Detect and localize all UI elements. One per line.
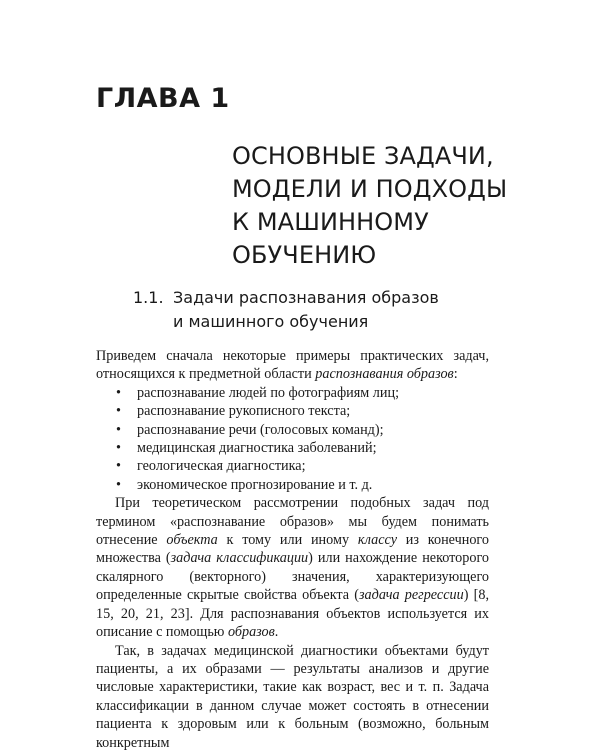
paragraph-text: ) [8, 15, 20, 21, 23]. Для распознавания объектов используется их описание с помощью bbox=[96, 587, 489, 641]
term-regression: задача регрессии bbox=[359, 587, 464, 604]
list-item bbox=[116, 439, 489, 457]
list-item bbox=[116, 476, 489, 494]
list-item bbox=[116, 421, 489, 439]
bullet-icon: • bbox=[116, 458, 121, 475]
section-number: 1.1. bbox=[133, 288, 164, 307]
section-title-line: Задачи распознавания образов bbox=[173, 288, 439, 307]
section-title-line: и машинного обучения bbox=[173, 312, 369, 331]
list-item-text: распознавание рукописного текста; bbox=[137, 403, 351, 420]
body-text bbox=[96, 347, 489, 752]
intro-paragraph bbox=[96, 347, 489, 384]
term-images: образов bbox=[227, 624, 275, 641]
list-item bbox=[116, 457, 489, 475]
term-classification: задача классификации bbox=[170, 550, 309, 567]
chapter-title bbox=[232, 140, 532, 272]
list-item-text: распознавание речи (голосовых команд); bbox=[137, 421, 384, 438]
example-paragraph: Так, в задачах медицинской диагностики объектами будут пациенты, а их образами — результаты анализов и другие числовые характеристики, такие как возраст, вес и т. п. Задача классификации в данном случае может состоять в отнесении пациента к здоровым или к больным (возможно, больным конкретным bbox=[96, 642, 489, 751]
section-heading bbox=[133, 286, 503, 334]
paragraph-text: ) или нахождение некоторого скалярного (векторного) значения, характеризующего определенные скрытые свойства объекта ( bbox=[96, 550, 490, 604]
bullet-icon: • bbox=[116, 421, 121, 438]
chapter-title-line: ОСНОВНЫЕ ЗАДАЧИ, bbox=[232, 142, 494, 170]
list-item-text: геологическая диагностика; bbox=[137, 458, 306, 475]
example-list bbox=[96, 384, 489, 494]
intro-text: Приведем сначала некоторые примеры практических задач, относящихся к предметной области bbox=[96, 348, 489, 383]
chapter-title-line: К МАШИННОМУ bbox=[232, 208, 429, 236]
bullet-icon: • bbox=[116, 384, 121, 401]
list-item bbox=[116, 384, 489, 402]
paragraph-text: к тому или иному bbox=[217, 532, 358, 549]
definition-paragraph bbox=[96, 494, 489, 641]
list-item bbox=[116, 402, 489, 420]
chapter-title-line: МОДЕЛИ И ПОДХОДЫ bbox=[232, 175, 508, 203]
list-item-text: экономическое прогнозирование и т. д. bbox=[137, 476, 373, 493]
bullet-icon: • bbox=[116, 440, 121, 457]
paragraph-text: При теоретическом рассмотрении подобных задач под термином «распознавание образов» мы будем понимать отнесение bbox=[96, 495, 489, 549]
term-class: классу bbox=[357, 532, 398, 549]
bullet-icon: • bbox=[116, 476, 121, 493]
bullet-icon: • bbox=[116, 403, 121, 420]
term-object: объекта bbox=[166, 532, 218, 549]
chapter-label: ГЛАВА 1 bbox=[96, 83, 230, 114]
list-item-text: медицинская диагностика заболеваний; bbox=[137, 440, 377, 457]
list-item-text: распознавание людей по фотографиям лиц; bbox=[137, 384, 400, 401]
intro-emphasis: распознавания образов bbox=[315, 366, 454, 383]
section-title bbox=[173, 286, 503, 334]
paragraph-text: из конечного множества ( bbox=[96, 532, 489, 567]
intro-tail: : bbox=[453, 366, 458, 383]
chapter-title-line: ОБУЧЕНИЮ bbox=[232, 241, 377, 269]
paragraph-text: . bbox=[274, 624, 279, 641]
